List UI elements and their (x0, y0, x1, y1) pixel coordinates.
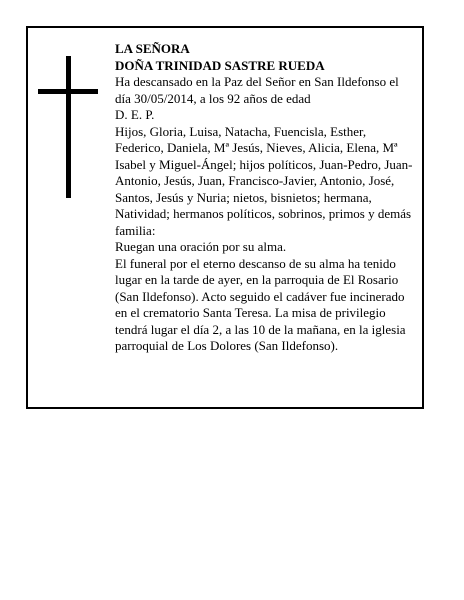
deceased-name: DOÑA TRINIDAD SASTRE RUEDA (115, 57, 325, 73)
obituary-notice (26, 26, 424, 409)
cross-icon (38, 56, 98, 198)
prayer-request: Ruegan una oración por su alma. (115, 239, 287, 254)
funeral-details: El funeral por el eterno descanso de su alma ha tenido lugar en la tarde de ayer, en la parroquia de El Rosario (San Ildefonso). Acto seguido el cadáver fue incinerado en el crematorio Santa Teresa. La misa de privilegio tendrá lugar el día 2, a las 10 de la mañana, en la iglesia parroquial de Los Dolores (San Ildefonso). (115, 255, 406, 353)
cross-horizontal-bar (38, 89, 98, 94)
obituary-text (115, 41, 417, 355)
rip-text: D. E. P. (115, 107, 155, 122)
family-list: Hijos, Gloria, Luisa, Natacha, Fuencisla, Esther, Federico, Daniela, Mª Jesús, Nieves, Alicia, Elena, Mª Isabel y Miguel-Ángel; hijos políticos, Juan-Pedro, Juan-Antonio, Jesús, Juan, Francisco-Javier, Antonio, José, Santos, Jesús y Nuria; nietos, bisnietos; hermana, Natividad; hermanos políticos, sobrinos, primos y demás familia: (115, 123, 413, 238)
cross-vertical-bar (66, 56, 71, 198)
announcement: Ha descansado en la Paz del Señor en San Ildefonso el día 30/05/2014, a los 92 años de edad (115, 74, 399, 106)
title-line-1: LA SEÑORA (115, 41, 190, 56)
